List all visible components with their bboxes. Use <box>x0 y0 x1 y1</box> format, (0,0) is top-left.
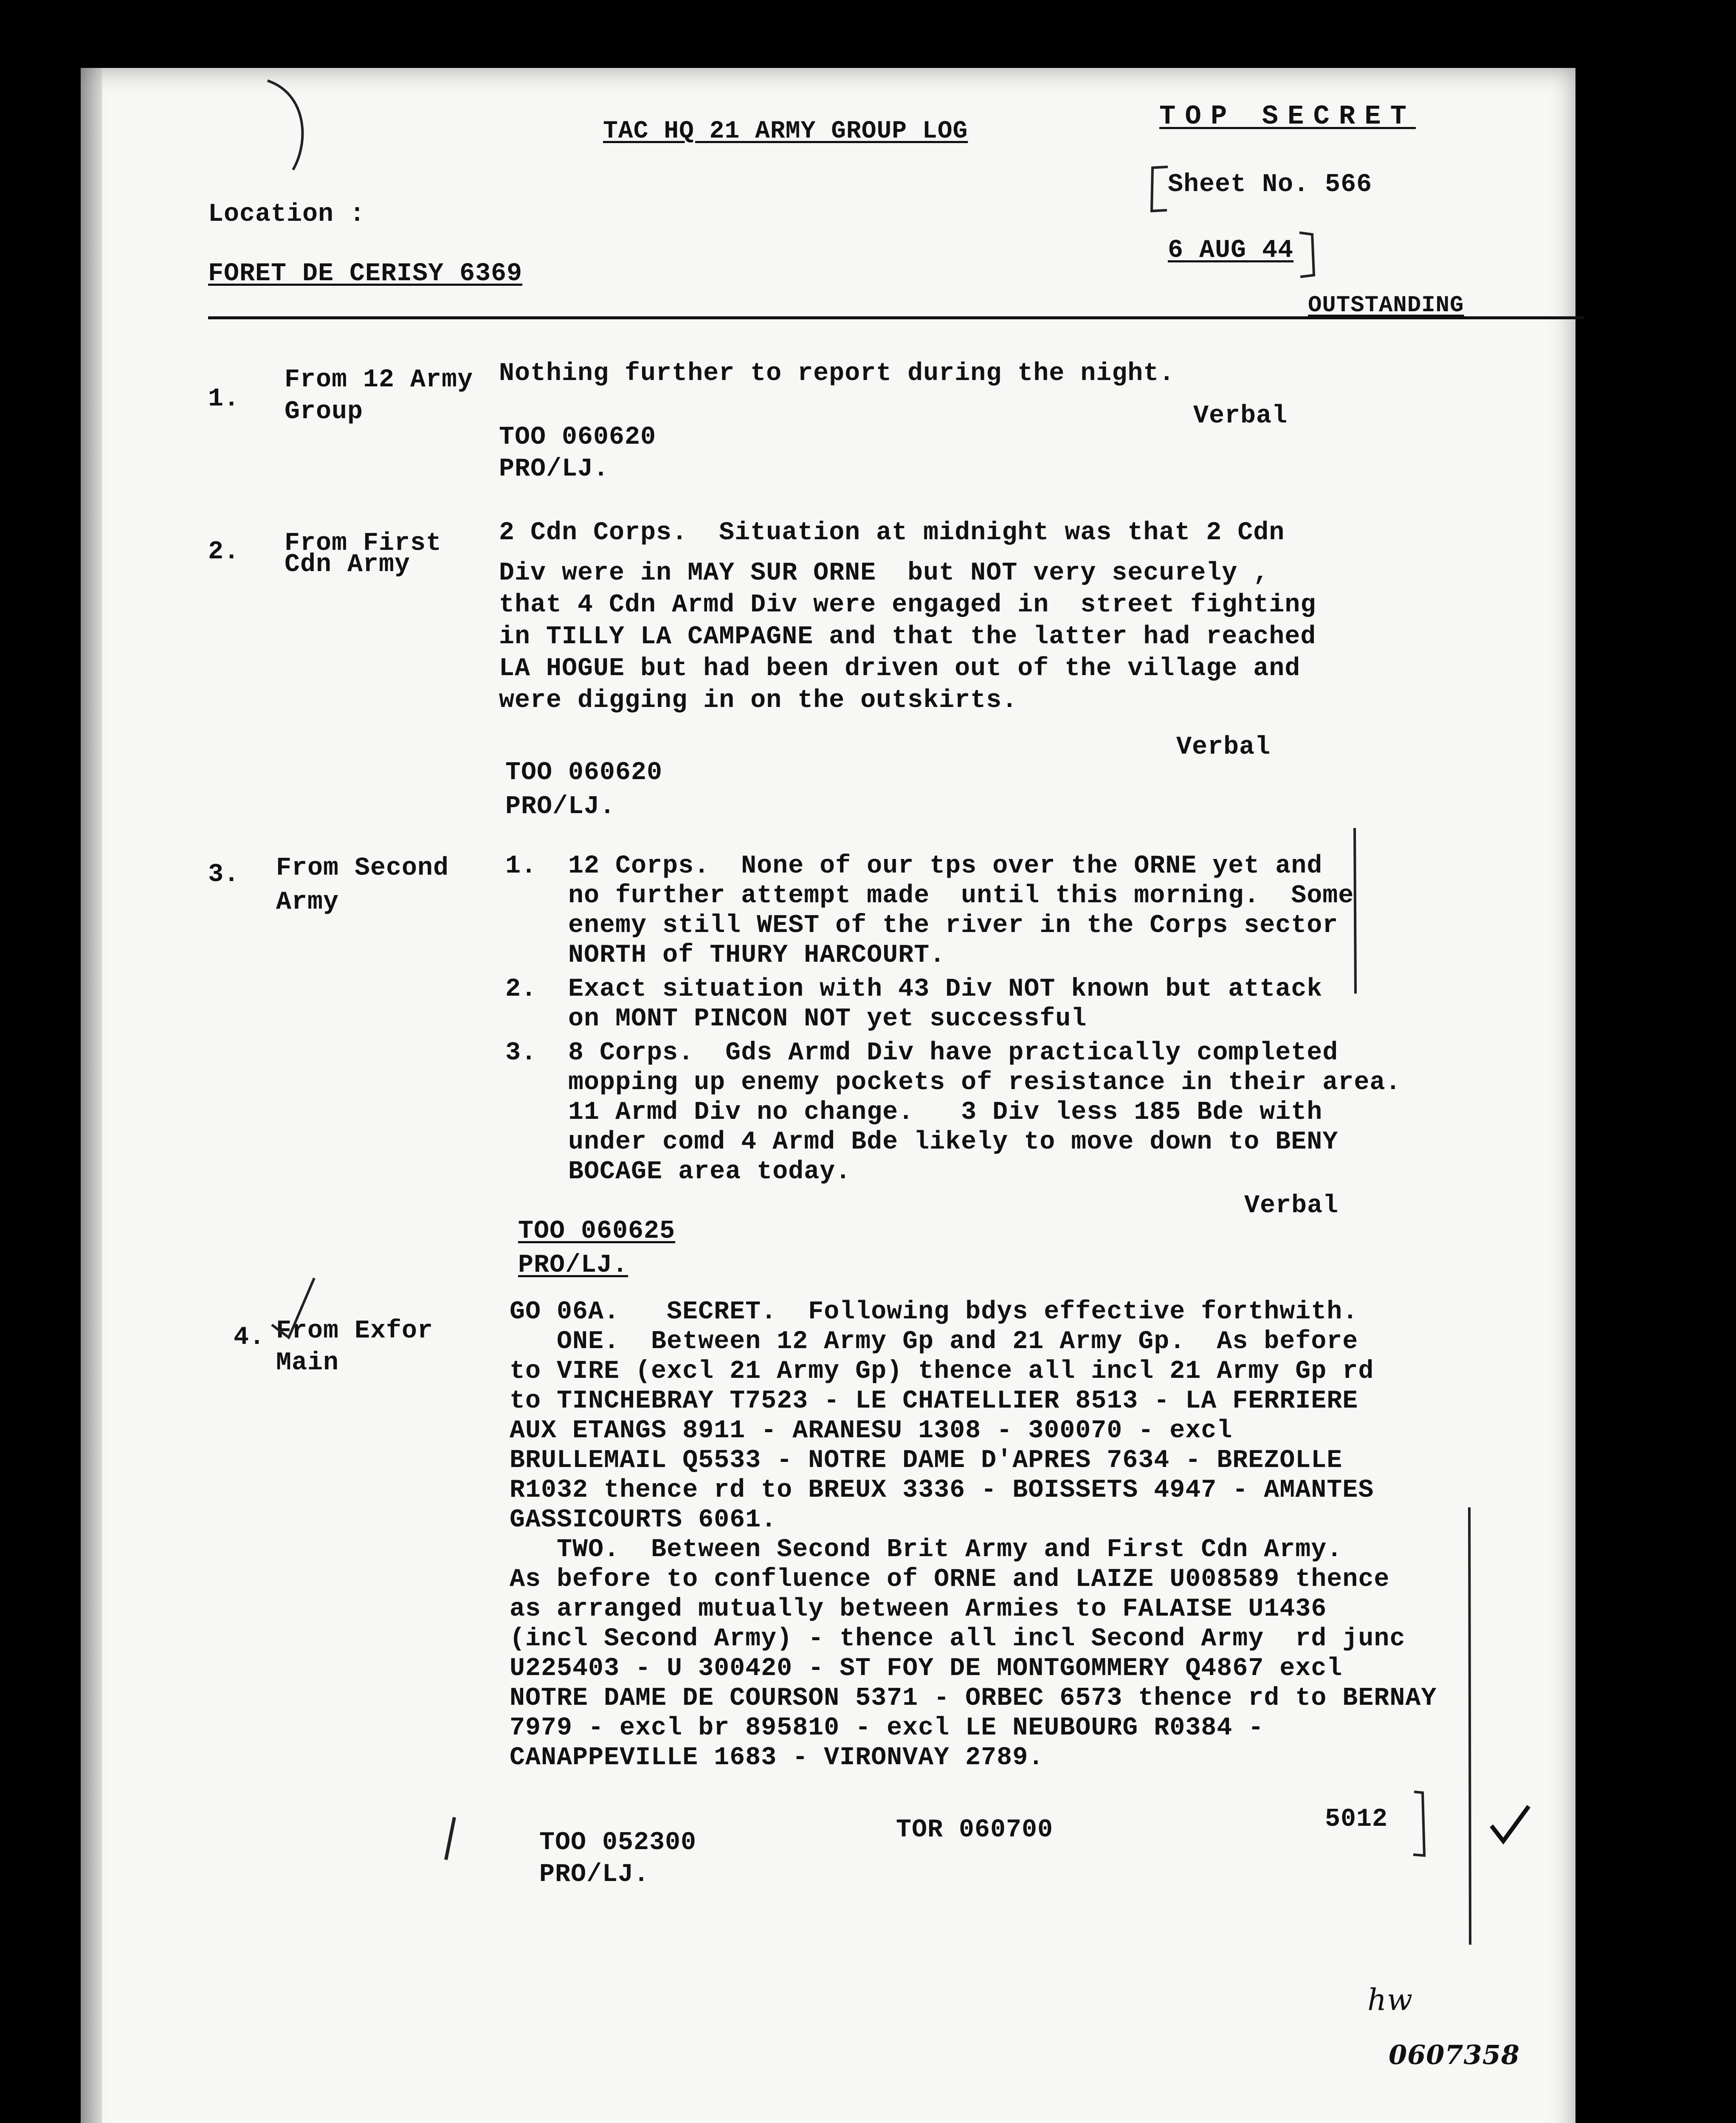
entry-text-line: 7979 - excl br 895810 - excl LE NEUBOURG R0384 - <box>510 1714 1264 1743</box>
entry-text-line: to VIRE (excl 21 Army Gp) thence all incl 21 Army Gp rd <box>510 1357 1374 1386</box>
entry-text-line: 1. 12 Corps. None of our tps over the ORNE yet and <box>505 852 1323 881</box>
sheet-number: Sheet No. 566 <box>1168 170 1372 199</box>
entry-text-line: LA HOGUE but had been driven out of the village and <box>499 654 1301 683</box>
entry-text-line: CANAPPEVILLE 1683 - VIRONVAY 2789. <box>510 1743 1044 1772</box>
entry-from-line: From 12 Army <box>285 366 473 394</box>
entry-text-line: (incl Second Army) - thence all incl Second Army rd junc <box>510 1625 1406 1653</box>
location-label: Location : <box>208 200 366 229</box>
location: FORET DE CERISY 6369 <box>208 259 523 288</box>
stray-mark <box>437 1813 463 1864</box>
entry-text-line: on MONT PINCON NOT yet successful <box>505 1005 1087 1033</box>
entry-from-line: Main <box>276 1349 339 1377</box>
entry-text-line: Nothing further to report during the night. <box>499 359 1175 388</box>
margin-sideline <box>1461 1503 1478 1953</box>
entry-mode: Verbal <box>1176 733 1271 762</box>
entry-text-line: As before to confluence of ORNE and LAIZE U008589 thence <box>510 1565 1390 1594</box>
entry-text-line: AUX ETANGS 8911 - ARANESU 1308 - 300070 - excl <box>510 1416 1233 1445</box>
entry-text-line: GO 06A. SECRET. Following bdys effective forthwith. <box>510 1298 1358 1326</box>
entry-pro: PRO/LJ. <box>518 1251 628 1280</box>
entry-number: 3. <box>208 860 240 889</box>
outstanding-label: OUTSTANDING <box>1308 293 1464 318</box>
entry-number: 2. <box>208 538 240 566</box>
entry-text-line: TWO. Between Second Brit Army and First Cdn Army. <box>510 1535 1343 1564</box>
date-bracket <box>1295 229 1321 280</box>
entry-from-line: Cdn Army <box>285 550 411 579</box>
entry-text-line: ONE. Between 12 Army Gp and 21 Army Gp. As before <box>510 1327 1358 1356</box>
entry-text-line: enemy still WEST of the river in the Corps sector <box>505 911 1339 940</box>
document-page <box>81 68 1575 2123</box>
entry-pro: PRO/LJ. <box>499 455 609 484</box>
entry-too: TOO 060620 <box>505 758 663 787</box>
entry-text-line: 11 Armd Div no change. 3 Div less 185 Bde with <box>505 1098 1323 1127</box>
entry-from-line: Army <box>276 888 339 917</box>
entry-text-line: no further attempt made until this morning. Some <box>505 881 1354 910</box>
entry-from-line: From Second <box>276 854 449 883</box>
entry-too: TOO 060620 <box>499 423 657 452</box>
entry-text-line: that 4 Cdn Armd Div were engaged in street fighting <box>499 591 1316 619</box>
entry-number: 4. <box>234 1323 265 1352</box>
entry-text-line: mopping up enemy pockets of resistance in their area. <box>505 1068 1401 1097</box>
entry-too: TOO 052300 <box>539 1828 697 1857</box>
entry-text-line: NOTRE DAME DE COURSON 5371 - ORBEC 6573 thence rd to BERNAY <box>510 1684 1437 1713</box>
entry-mode: Verbal <box>1193 402 1288 431</box>
entry-number: 1. <box>208 385 240 414</box>
entry-pro: PRO/LJ. <box>505 792 616 821</box>
entry-text-line: under comd 4 Armd Bde likely to move down to BENY <box>505 1128 1339 1157</box>
entry-pro: PRO/LJ. <box>539 1860 650 1889</box>
entry-too: TOO 060625 <box>518 1217 676 1246</box>
stray-mark <box>259 76 327 178</box>
entry-text-line: as arranged mutually between Armies to FALAISE U1436 <box>510 1595 1327 1624</box>
reference-bracket <box>1410 1788 1431 1860</box>
entry-text-line: to TINCHEBRAY T7523 - LE CHATELLIER 8513 - LA FERRIERE <box>510 1387 1358 1416</box>
entry-reference: 5012 <box>1325 1805 1388 1834</box>
entry-text-line: NORTH of THURY HARCOURT. <box>505 941 946 970</box>
entry-from-line: From Exfor <box>276 1317 434 1346</box>
handwritten-stamp: 0607358 <box>1389 2039 1520 2070</box>
margin-sideline <box>1346 824 1363 1002</box>
check-tick <box>263 1274 323 1342</box>
entry-text-line: R1032 thence rd to BREUX 3336 - BOISSETS 4947 - AMANTES <box>510 1476 1374 1505</box>
entry-from-line: From First <box>285 529 442 558</box>
entry-text-line: GASSICOURTS 6061. <box>510 1506 777 1535</box>
entry-text-line: U225403 - U 300420 - ST FOY DE MONTGOMMERY Q4867 excl <box>510 1654 1343 1683</box>
sheet-bracket <box>1147 163 1172 214</box>
entry-text-line: 3. 8 Corps. Gds Armd Div have practically completed <box>505 1039 1339 1067</box>
entry-text-line: 2. Exact situation with 43 Div NOT known but attack <box>505 975 1323 1004</box>
entry-text-line: BRULLEMAIL Q5533 - NOTRE DAME D'APRES 7634 - BREZOLLE <box>510 1446 1343 1475</box>
entry-text-line: in TILLY LA CAMPAGNE and that the latter had reached <box>499 622 1316 651</box>
classification: TOP SECRET <box>1159 101 1416 132</box>
entry-text-line: Div were in MAY SUR ORNE but NOT very securely , <box>499 559 1269 588</box>
log-title: TAC HQ 21 ARMY GROUP LOG <box>603 118 968 145</box>
handwritten-initials: hw <box>1367 1982 1413 2017</box>
entry-text-line: 2 Cdn Corps. Situation at midnight was that 2 Cdn <box>499 518 1285 547</box>
entry-mode: Verbal <box>1244 1191 1339 1220</box>
entry-text-line: were digging in on the outskirts. <box>499 686 1018 715</box>
entry-text-line: BOCAGE area today. <box>505 1157 851 1186</box>
entry-from-line: Group <box>285 397 364 426</box>
entry-tor: TOR 060700 <box>896 1816 1054 1844</box>
checkmark-icon <box>1486 1800 1533 1847</box>
log-date: 6 AUG 44 <box>1168 236 1294 265</box>
